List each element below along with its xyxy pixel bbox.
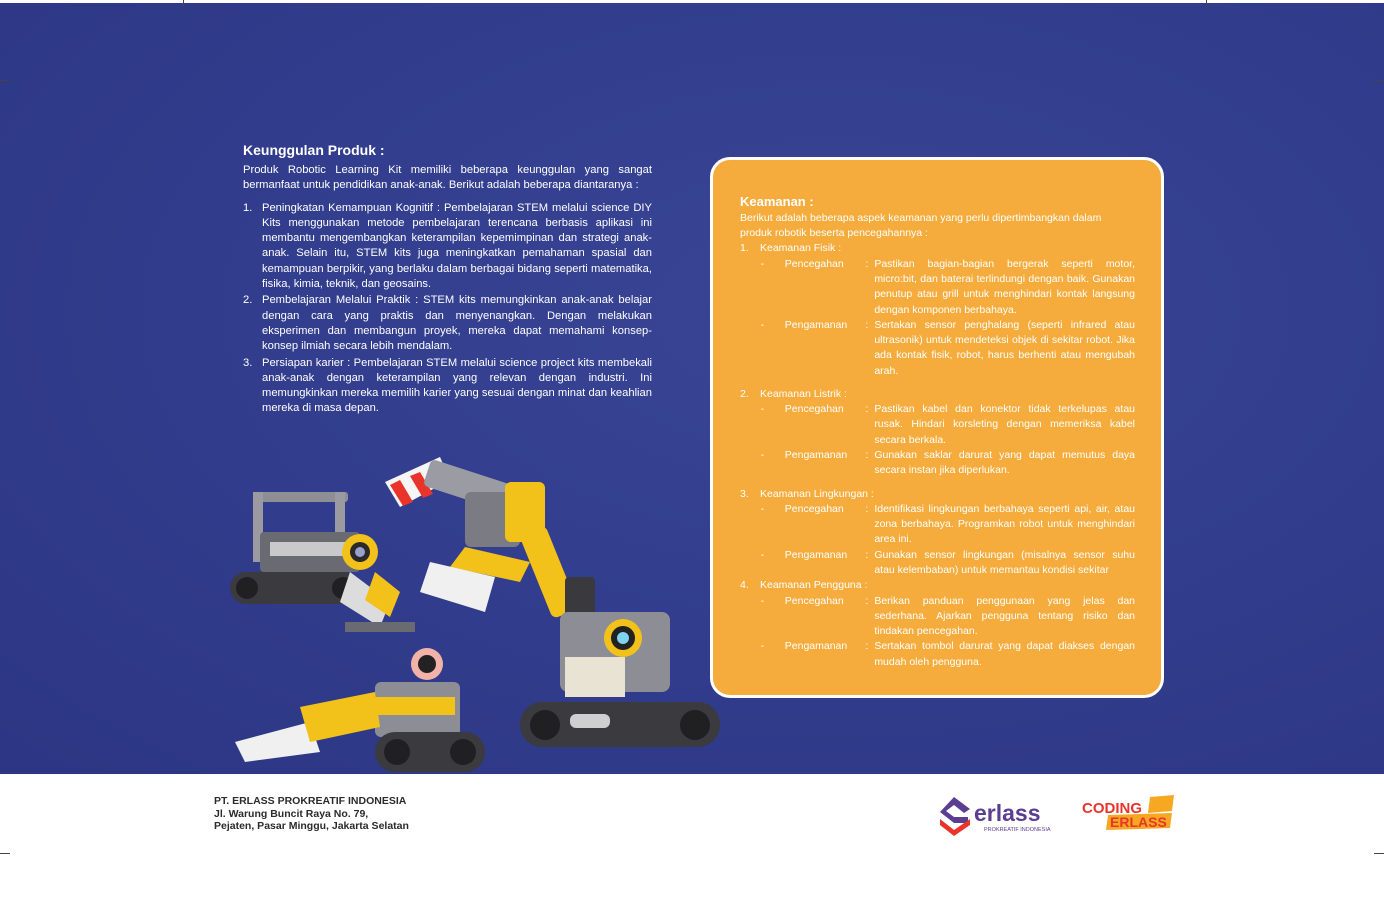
erlass-logo xyxy=(938,795,1056,837)
entry-label: Pengamanan xyxy=(784,548,848,561)
safety-entry xyxy=(740,639,1135,670)
entry-text: Sertakan sensor penghalang (seperti infrared atau ultrasonik) untuk mendeteksi objek di sekitar robot. Jika ada kontak fisik, robot, harus berhenti atau mengubah arah. xyxy=(874,318,1135,377)
entry-colon: : xyxy=(865,403,869,416)
safety-entry xyxy=(740,318,1135,379)
advantage-text: Peningkatan Kemampuan Kognitif : Pembelajaran STEM melalui science DIY Kits menggunakan metode pembelajaran terencana berbasis aplikasi ini membantu mengembangkan keterampilan kepemimpinan dan strategi anak-anak. Selain itu, STEM kits juga meningkatkan pemahaman spasial dan kemampuan berpikir, yang berlaku dalam berbagai bidang seperti matematika, fisika, kimia, teknik, dan geosains. xyxy=(262,201,652,291)
advantage-item xyxy=(243,356,652,417)
company-address xyxy=(214,795,409,833)
crop-mark xyxy=(0,80,10,81)
erlass-logo-sub: PROKREATIF INDONESIA xyxy=(984,827,1051,833)
entry-label: Pencegahan xyxy=(784,403,844,416)
safety-entry xyxy=(740,448,1135,479)
advantage-text: Pembelajaran Melalui Praktik : STEM kits memungkinkan anak-anak belajar dengan cara yang praktis dan menyenangkan. Dengan melakukan eksperimen dan membangun proyek, mereka dapat memahami konsep-konsep ilmiah secara lebih mendalam. xyxy=(262,294,652,353)
address-line-1: Jl. Warung Buncit Raya No. 79, xyxy=(214,807,369,820)
section-title: Keamanan Fisik : xyxy=(760,242,842,255)
safety-entry xyxy=(740,594,1135,640)
entry-dash: - xyxy=(760,548,765,561)
safety-box xyxy=(710,157,1164,698)
entry-colon: : xyxy=(865,640,869,653)
entry-text: Berikan panduan penggunaan yang jelas dan sederhana. Ajarkan pengguna tentang risiko dan tindakan pencegahan. xyxy=(874,594,1135,638)
entry-label: Pengamanan xyxy=(784,640,848,653)
advantage-number: 3. xyxy=(243,356,253,369)
crop-mark xyxy=(183,0,184,10)
entry-dash: - xyxy=(760,594,765,607)
entry-text: Pastikan bagian-bagian bergerak seperti motor, micro:bit, dan baterai terlindungi dengan baik. Gunakan penutup atau grill untuk menghindari kontak langsung dengan komponen berbahaya. xyxy=(874,257,1135,316)
section-number: 2. xyxy=(740,387,749,400)
entry-dash: - xyxy=(760,640,765,653)
entry-dash: - xyxy=(760,502,765,515)
entry-colon: : xyxy=(865,548,869,561)
entry-dash: - xyxy=(760,318,765,331)
section-title: Keamanan Lingkungan : xyxy=(760,487,874,500)
entry-text: Gunakan sensor lingkungan (misalnya sensor suhu atau kelembaban) untuk memantau kondisi sekitar xyxy=(874,548,1135,577)
advantage-item xyxy=(243,201,652,293)
forklift-robot xyxy=(235,648,485,772)
entry-label: Pengamanan xyxy=(784,318,848,331)
advantage-text: Persiapan karier : Pembelajaran STEM melalui science project kits membekali anak-anak dengan keterampilan yang relevan dengan industri. Ini memungkinkan mereka memilih karier yang sesuai dengan minat dan keahlian mereka di masa depan. xyxy=(262,356,652,415)
logo-erlass-text: ERLASS xyxy=(1110,814,1167,830)
advantage-item xyxy=(243,293,652,354)
advantages-section xyxy=(243,142,652,418)
entry-dash: - xyxy=(760,403,765,416)
section-number: 4. xyxy=(740,579,749,592)
tracked-robot-left xyxy=(230,492,415,632)
entry-colon: : xyxy=(865,502,869,515)
section-title: Keamanan Listrik : xyxy=(760,387,847,400)
entry-label: Pencegahan xyxy=(784,257,844,270)
advantage-number: 1. xyxy=(243,201,253,214)
advantage-number: 2. xyxy=(243,294,253,307)
section-number: 1. xyxy=(740,242,749,255)
company-name: PT. ERLASS PROKREATIF INDONESIA xyxy=(214,795,407,807)
safety-entry xyxy=(740,502,1135,548)
section-title: Keamanan Pengguna : xyxy=(760,579,868,592)
address-line-2: Pejaten, Pasar Minggu, Jakarta Selatan xyxy=(214,820,409,833)
entry-dash: - xyxy=(760,449,765,462)
safety-section-electrical xyxy=(740,387,1135,479)
erlass-logo-word: erlass xyxy=(974,800,1041,826)
safety-title: Keamanan : xyxy=(740,194,814,209)
safety-intro: Berikut adalah beberapa aspek keamanan yang perlu dipertimbangkan dalam produk robotik beserta pencegahannya : xyxy=(740,212,1102,240)
advantages-list xyxy=(243,201,652,417)
crop-mark xyxy=(1374,80,1384,81)
entry-text: Gunakan saklar darurat yang dapat memutus daya secara instan jika diperlukan. xyxy=(874,449,1135,477)
crop-mark xyxy=(1206,0,1207,10)
entry-colon: : xyxy=(865,594,869,607)
entry-text: Pastikan kabel dan konektor tidak terkelupas atau rusak. Hindari korsleting dengan memeriksa kabel secara berkala. xyxy=(874,403,1135,446)
safety-section-physical xyxy=(740,241,1135,379)
safety-entry xyxy=(740,257,1135,318)
crop-mark xyxy=(1374,853,1384,854)
entry-label: Pengamanan xyxy=(784,449,848,462)
section-number: 3. xyxy=(740,487,749,500)
entry-text: Identifikasi lingkungan berbahaya seperti api, air, atau zona berbahaya. Programkan robot untuk menghindari area ini. xyxy=(874,502,1135,546)
entry-colon: : xyxy=(865,257,869,270)
safety-entry xyxy=(740,548,1135,579)
entry-label: Pencegahan xyxy=(784,502,844,515)
safety-section-environment xyxy=(740,487,1135,579)
entry-dash: - xyxy=(760,257,765,270)
entry-text: Sertakan tombol darurat yang dapat diakses dengan mudah oleh pengguna. xyxy=(874,640,1135,668)
logo-coding-text: CODING xyxy=(1082,800,1142,817)
entry-colon: : xyxy=(865,449,869,462)
erlass-logo-mark xyxy=(940,797,970,836)
entry-label: Pencegahan xyxy=(784,594,844,607)
robot-illustration xyxy=(225,452,730,797)
crop-mark xyxy=(0,853,10,854)
coding-erlass-logo xyxy=(1080,795,1176,831)
safety-entry xyxy=(740,402,1135,448)
safety-section-user xyxy=(740,578,1135,670)
advantages-intro: Produk Robotic Learning Kit memiliki beberapa keunggulan yang sangat bermanfaat untuk pendidikan anak-anak. Berikut adalah beberapa diantaranya : xyxy=(243,164,652,192)
entry-colon: : xyxy=(865,318,869,331)
advantages-title: Keunggulan Produk : xyxy=(243,142,385,158)
